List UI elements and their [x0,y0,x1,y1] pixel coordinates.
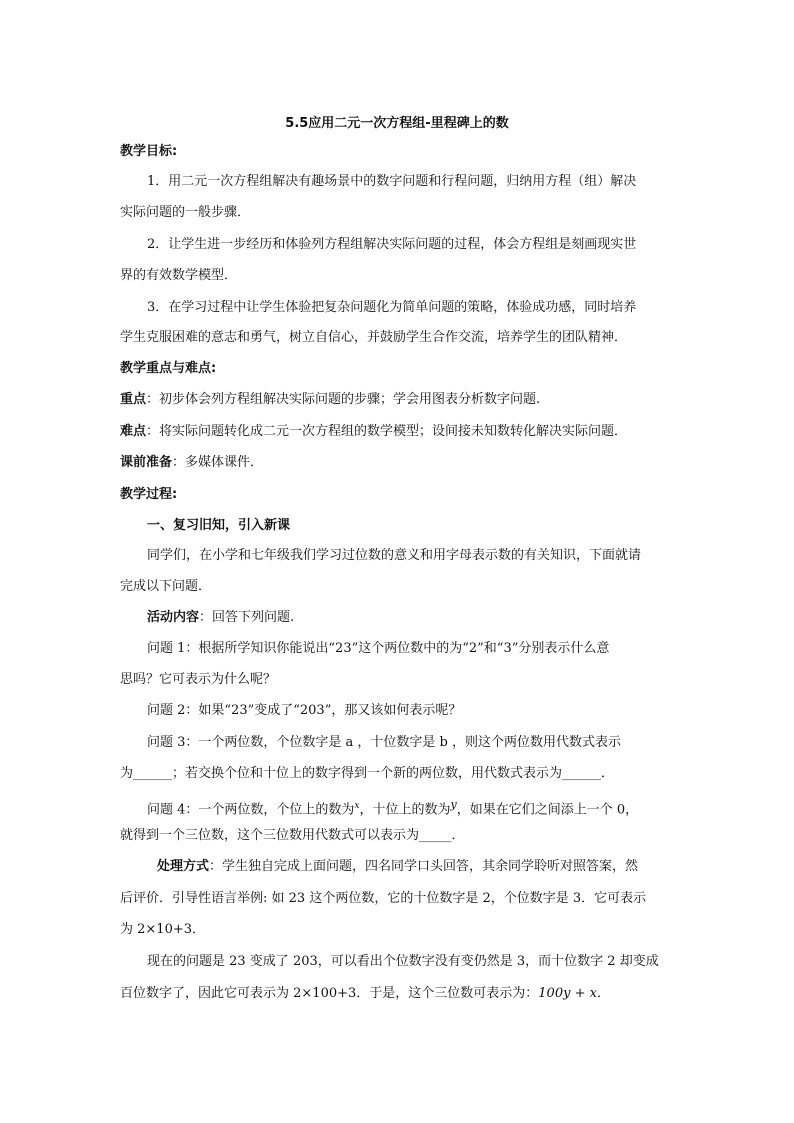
key-point-line [120,391,540,409]
activity-label: 活动内容 [147,610,200,625]
activity-line [147,609,294,627]
intro-line-1: 同学们，在小学和七年级我们学习过位数的意义和用字母表示数的有关知识，下面就请 [147,548,642,563]
difficulty-text: ：将实际问题转化成二元一次方程组的数学模型；设间接未知数转化解决实际问题． [146,424,628,439]
method-line-2: 后评价．引导性语言举例: 如 23 这个两位数，它的十位数字是 2，个位数字是 3．它可表示 [120,891,647,906]
preparation-label: 课前准备 [120,455,173,470]
intro-line-2: 完成以下问题． [120,579,212,594]
now-line-2-text: 百位数字了，因此它可表示为 2×100+3．于是，这个三位数可表示为： [120,986,539,1001]
goal-1-line-2: 实际问题的一般步骤． [120,205,251,220]
now-line-1: 现在的问题是 23 变成了 203，可以看出个位数字没有变仍然是 3，而十位数字 2 却变成 [147,954,659,969]
activity-text: ：回答下列问题. [199,610,295,625]
question-4-line-2: 就得到一个三位数，这个三位数用代数式可以表示为_____． [120,828,465,843]
question-3-line-1: 问题 3：一个两位数，个位数字是 a ，十位数字是 b ，则这个两位数用代数式表示 [147,735,622,750]
question-2: 问题 2：如果“23”变成了“203”，那又该如何表示呢？ [147,703,462,718]
question-1-line-2: 思吗？它可表示为什么呢？ [120,672,277,687]
goals-heading: 教学目标: [120,144,178,159]
question-4-part-a: 问题 4：一个两位数，个位上的数为 [147,802,355,818]
now-line-2-end: ． [596,986,610,1001]
question-3-line-2: 为______；若交换个位和十位上的数字得到一个新的两位数，用代数式表示为______． [120,766,615,781]
goal-1-line-1: 1．用二元一次方程组解决有趣场景中的数字问题和行程问题，归纳用方程（组）解决 [147,174,637,189]
section-1-heading: 一、复习旧知，引入新课 [147,518,291,533]
variable-x: x [354,801,360,811]
question-4-part-c: ，如果在它们之间添上一个 0， [456,802,639,818]
page-title: 5.5应用二元一次方程组-里程碑上的数 [285,116,509,131]
now-expression: 100y + x [538,986,597,1001]
question-4-line-1 [147,796,638,819]
goal-2-line-2: 界的有效数学模型． [120,268,238,283]
preparation-line [120,454,263,472]
difficulty-line [120,423,627,441]
variable-y: y [450,798,457,811]
keypoints-heading: 教学重点与难点: [120,361,217,376]
now-line-2 [120,985,610,1003]
question-1-line-1: 问题 1：根据所学知识你能说出“23”这个两位数中的为“2”和“3”分别表示什么意 [147,641,610,656]
process-heading: 教学过程: [120,487,178,502]
key-point-label: 重点 [120,392,147,407]
method-label: 处理方式 [157,859,210,874]
goal-3-line-2: 学生克服困难的意志和勇气，树立自信心，并鼓励学生合作交流，培养学生的团队精神． [120,330,628,345]
difficulty-label: 难点 [120,424,147,439]
method-line-3: 为 2×10+3． [120,922,206,937]
preparation-text: ：多媒体课件． [172,455,264,470]
goal-3-line-1: 3．在学习过程中让学生体验把复杂问题化为简单问题的策略，体验成功感，同时培养 [147,300,637,315]
question-4-part-b: ，十位上的数为 [359,802,451,818]
method-line-1 [157,858,638,876]
key-point-text: ：初步体会列方程组解决实际问题的步骤；学会用图表分析数字问题. [146,392,541,407]
goal-2-line-1: 2．让学生进一步经历和体验列方程组解决实际问题的过程，体会方程组是刻画现实世 [147,237,637,252]
method-text: ：学生独自完成上面问题，四名同学口头回答，其余同学聆听对照答案，然 [209,859,639,874]
